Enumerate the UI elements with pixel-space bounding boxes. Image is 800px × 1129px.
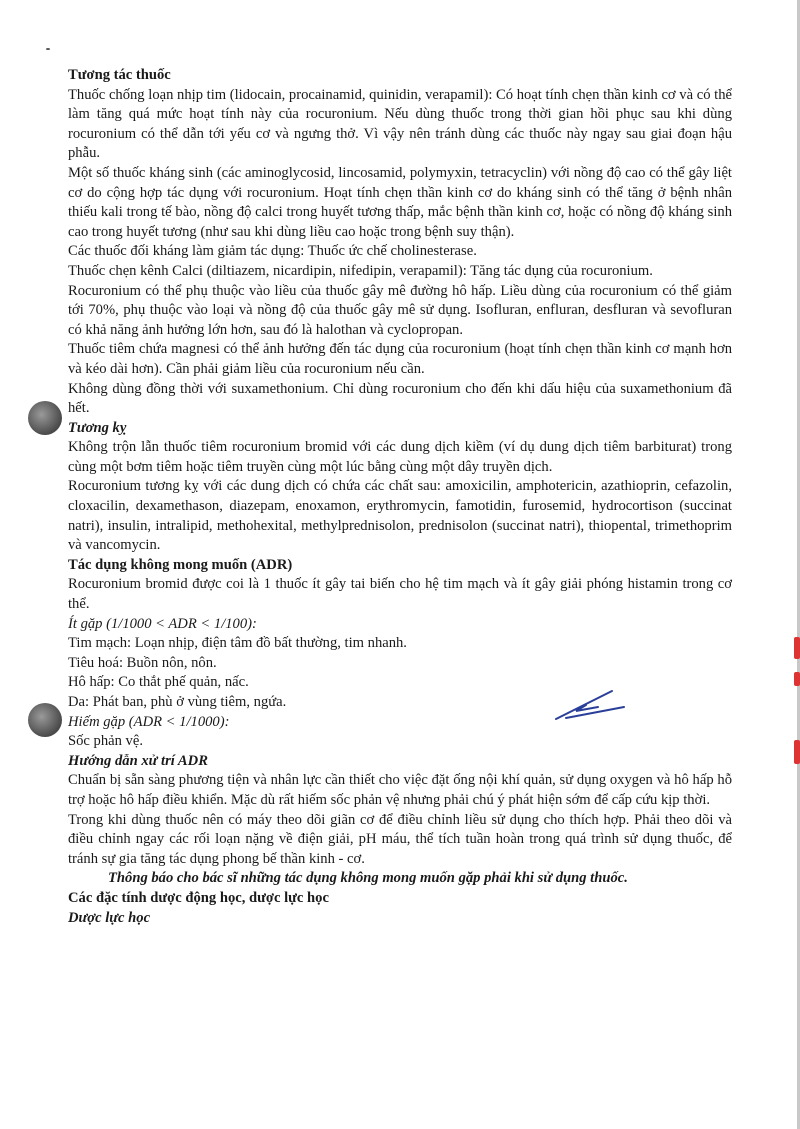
subsection-rare: Hiếm gặp (ADR < 1/1000): [68, 713, 230, 730]
adr-list-item: Hô hấp: Co thắt phế quản, nấc. [68, 674, 249, 691]
section-title-interactions: Tương tác thuốc [68, 67, 171, 83]
punch-hole-top [28, 401, 62, 435]
subsection-uncommon: Ít gặp (1/1000 < ADR < 1/100): [68, 615, 257, 632]
scan-speck [46, 48, 50, 50]
interaction-paragraph: Một số thuốc kháng sinh (các aminoglycosid, lincosamid, polymyxin, tetracyclin) với nồng độ cao có thể gây liệt cơ do cộng hợp tác dụng với rocuronium. Hoạt tính chẹn thần kinh cơ do kháng sinh có thể tăng ở bệnh nhân thiếu kali trong tế bào, nồng độ calci trong huyết tương thấp, mắc bệnh thần kinh cơ, hoặc có nồng độ kháng sinh cao trong huyết tương (như sau khi dùng liều cao hoặc trong bệnh suy thận). [68, 164, 732, 240]
section-title-adr-management: Hướng dẫn xử trí ADR [68, 752, 208, 769]
section-title-adr: Tác dụng không mong muốn (ADR) [68, 556, 293, 573]
doctor-notice: Thông báo cho bác sĩ những tác dụng không mong muốn gặp phải khi sử dụng thuốc. [108, 870, 628, 887]
red-margin-mark [794, 672, 800, 686]
incompatibility-paragraph: Rocuronium tương kỵ với các dung dịch có chứa các chất sau: amoxicilin, amphotericin, azathioprin, cefazolin, cloxacilin, dexamethason, diazepam, enoxamon, erythromycin, famotidin, furosemid, hydrocortison (succinat natri), insulin, intralipid, methohexital, methylprednisolon, prednisolon (succinat natri), thiopental, trimethoprim và vancomycin. [68, 478, 732, 554]
adr-list-item: Tiêu hoá: Buồn nôn, nôn. [68, 654, 217, 671]
interaction-paragraph: Thuốc chẹn kênh Calci (diltiazem, nicardipin, nifedipin, verapamil): Tăng tác dụng của rocuronium. [68, 262, 653, 279]
management-paragraph: Chuẩn bị sẵn sàng phương tiện và nhân lực cần thiết cho việc đặt ống nội khí quản, sử dụng oxygen và hô hấp hỗ trợ hoặc hô hấp điều khiển. Mặc dù rất hiếm sốc phản vệ nhưng phải chú ý phát hiện sớm để cấp cứu kịp thời. [68, 772, 732, 808]
management-paragraph: Trong khi dùng thuốc nên có máy theo dõi giãn cơ để điều chỉnh liều sử dụng cho thích hợp. Phải theo dõi và điều chỉnh ngay các rối loạn nặng về điện giải, pH máu, thể tích tuần hoàn trong quá trình sử dụng thuốc, để tránh sự gia tăng tác dụng phong bế thần kinh - cơ. [68, 811, 732, 867]
section-title-pharmacology: Các đặc tính dược động học, dược lực học [68, 889, 329, 906]
red-margin-mark [794, 637, 800, 659]
adr-list-item: Sốc phản vệ. [68, 733, 143, 750]
punch-hole-bottom [28, 703, 62, 737]
red-margin-mark [794, 740, 800, 764]
adr-list-item: Da: Phát ban, phù ở vùng tiêm, ngứa. [68, 694, 287, 710]
subsection-pharmacodynamics: Dược lực học [68, 909, 151, 926]
section-title-incompatibility: Tương kỵ [68, 419, 127, 436]
interaction-paragraph: Thuốc chống loạn nhịp tim (lidocain, procainamid, quinidin, verapamil): Có hoạt tính chẹn thần kinh cơ và có thể làm tăng quá mức hoạt tính này của rocuronium. Nếu dùng thuốc trong thời gian hồi phục sau khi dùng rocuronium có thể dẫn tới yếu cơ và ngưng thở. Vì vậy nên tránh dùng các thuốc này ngay sau giai đoạn hậu phẫu. [68, 86, 732, 162]
interaction-paragraph: Thuốc tiêm chứa magnesi có thể ảnh hưởng đến tác dụng của rocuronium (hoạt tính chẹn thần kinh cơ mạnh hơn và kéo dài hơn). Cần phải giảm liều của rocuronium nếu cần. [68, 341, 732, 377]
interaction-paragraph: Rocuronium có thể phụ thuộc vào liều của thuốc gây mê đường hô hấp. Liều dùng của rocuronium có thể giảm tới 70%, phụ thuộc vào loại và nồng độ của thuốc gây mê sử dụng. Isofluran, enfluran, desfluran và sevofluran có khả năng ảnh hưởng lớn hơn, sau đó là halothan và cyclopropan. [68, 282, 732, 338]
interaction-paragraph: Không dùng đồng thời với suxamethonium. Chỉ dùng rocuronium cho đến khi dấu hiệu của suxamethonium đã hết. [68, 380, 732, 417]
incompatibility-paragraph: Không trộn lẫn thuốc tiêm rocuronium bromid với các dung dịch kiềm (ví dụ dung dịch tiêm barbiturat) trong cùng một bơm tiêm hoặc tiêm truyền cùng một lúc bằng cùng một dây truyền dịch. [68, 439, 732, 475]
adr-intro-paragraph: Rocuronium bromid được coi là 1 thuốc ít gây tai biến cho hệ tim mạch và ít gây giải phóng histamin trong cơ thể. [68, 576, 732, 613]
adr-list-item: Tim mạch: Loạn nhịp, điện tâm đồ bất thường, tim nhanh. [68, 635, 407, 652]
document-body [68, 66, 732, 928]
interaction-paragraph: Các thuốc đối kháng làm giảm tác dụng: Thuốc ức chế cholinesterase. [68, 243, 477, 260]
